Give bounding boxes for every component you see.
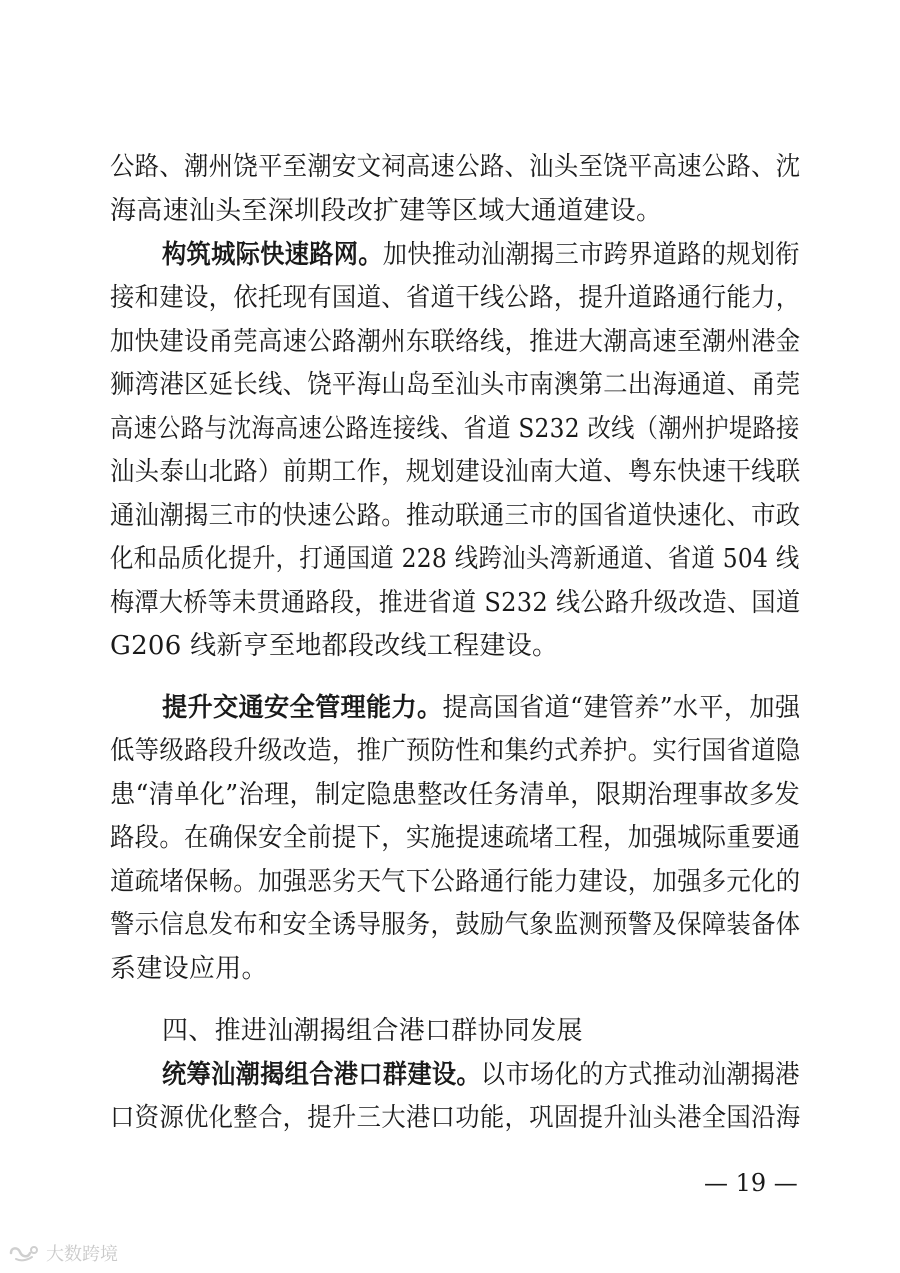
text-line [162,1057,800,1093]
line-text: 通汕潮揭三市的快速公路。推动联通三市的国省道快速化、市政 [110,501,801,531]
line-text: 警示信息发布和安全诱导服务，鼓励气象监测预警及保障装备体 [110,910,801,940]
text-line [110,585,801,621]
text-line [110,864,801,900]
line-text: 以市场化的方式推动汕潮揭港 [480,1060,800,1090]
line-text: 高速公路与沈海高速公路连接线、省道 S232 改线（潮州护堤路接 [110,414,800,444]
paragraph-lead: 构筑城际快速路网。 [162,240,383,270]
text-line [110,1100,801,1136]
text-line [110,498,801,534]
text-line [110,820,801,856]
page-number: — 19 — [704,1169,798,1197]
text-line [110,367,801,403]
line-text: 系建设应用。 [110,954,268,984]
brand-logo-icon [8,1243,40,1263]
text-line [110,454,801,490]
text-line [110,541,800,577]
text-line [110,411,800,447]
line-text: 加快建设甬莞高速公路潮州东联络线，推进大潮高速至潮州港金 [110,327,801,357]
text-line [110,149,801,185]
line-text: 化和品质化提升，打通国道 228 线跨汕头湾新通道、省道 504 线 [110,544,800,574]
line-text: 患“清单化”治理，制定隐患整改任务清单，限期治理事故多发 [110,780,800,810]
watermark [8,1240,118,1266]
line-text: 海高速汕头至深圳段改扩建等区域大通道建设。 [110,196,663,226]
text-line [162,1013,800,1049]
watermark-text: 大数跨境 [46,1244,118,1265]
line-text: 口资源优化整合，提升三大港口功能，巩固提升汕头港全国沿海 [110,1103,801,1133]
paragraph-lead: 提升交通安全管理能力。 [162,693,443,723]
text-line [110,907,801,943]
text-line [110,324,801,360]
text-line [110,777,800,813]
text-line [110,280,801,316]
text-line [162,690,801,726]
text-line [110,193,800,229]
text-line [162,237,800,273]
line-text: 狮湾港区延长线、饶平海山岛至汕头市南澳第二出海通道、甬莞 [110,370,801,400]
line-text: 道疏堵保畅。加强恶劣天气下公路通行能力建设，加强多元化的 [110,867,801,897]
line-text: 汕头泰山北路）前期工作，规划建设汕南大道、粤东快速干线联 [110,457,801,487]
line-text: 提高国省道“建管养”水平，加强 [442,693,801,723]
line-text: 低等级路段升级改造，推广预防性和集约式养护。实行国省道隐 [110,736,801,766]
section-heading: 四、推进汕潮揭组合港口群协同发展 [162,1016,583,1046]
line-text: 梅潭大桥等未贯通路段，推进省道 S232 线公路升级改造、国道 [110,588,801,618]
text-line [110,733,801,769]
text-line [110,951,800,987]
text-line [110,628,800,664]
line-text: 路段。在确保安全前提下，实施提速疏堵工程，加强城际重要通 [110,823,801,853]
line-text: 接和建设，依托现有国道、省道干线公路，提升道路通行能力， [110,283,801,313]
line-text: 公路、潮州饶平至潮安文祠高速公路、汕头至饶平高速公路、沈 [110,152,801,182]
line-text: 加快推动汕潮揭三市跨界道路的规划衔 [382,240,800,270]
paragraph-lead: 统筹汕潮揭组合港口群建设。 [162,1060,481,1090]
line-text: G206 线新亨至地都段改线工程建设。 [110,631,559,661]
